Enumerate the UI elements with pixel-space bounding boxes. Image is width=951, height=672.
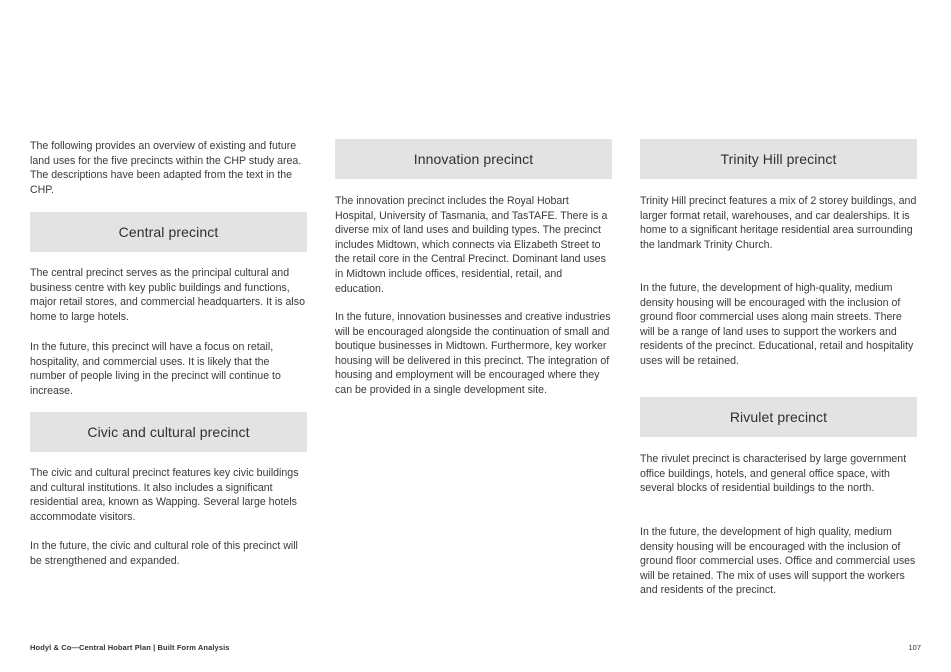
civic-precinct-title: Civic and cultural precinct [87,424,250,440]
rivulet-precinct-paragraph-1: The rivulet precinct is characterised by large government office buildings, hotels, and general office space, with several blocks of residential buildings to the north. [640,453,907,495]
rivulet-precinct-paragraph-2: In the future, the development of high quality, medium density housing will be encouraged with the inclusion of ground floor commercial uses. Office and commercial uses will be retained. The mix of uses will support the workers and residents of the precinct. [640,526,916,597]
central-precinct-heading [30,212,307,252]
rivulet-precinct-heading [640,397,917,437]
central-precinct-title: Central precinct [118,224,219,240]
trinity-hill-precinct-title: Trinity Hill precinct [720,151,837,167]
intro-paragraph: The following provides an overview of existing and future land uses for the five precincts within the CHP study area. The descriptions have been adapted from the text in the CHP. [30,140,302,196]
central-precinct-paragraph-1: The central precinct serves as the principal cultural and business centre with key public buildings and functions, major retail stores, and commercial headquarters. It is also home to large hotels. [30,267,305,323]
trinity-hill-precinct-heading [640,139,917,179]
innovation-precinct-paragraph-2: In the future, innovation businesses and creative industries will be encouraged alongside the continuation of small and boutique businesses in Midtown. Furthermore, key worker housing will be delivered in this precinct. The integration of housing and employment will be encouraged where they can be provided in a single development site. [335,311,611,396]
innovation-precinct-title: Innovation precinct [413,151,534,167]
civic-precinct-paragraph-2: In the future, the civic and cultural role of this precinct will be strengthened and expanded. [30,540,298,567]
trinity-hill-precinct-paragraph-1: Trinity Hill precinct features a mix of 2 storey buildings, and larger format retail, warehouses, and car dealerships. It is home to a significant heritage residential area surrounding the landmark Trinity Church. [640,195,917,251]
rivulet-precinct-title: Rivulet precinct [729,409,828,425]
footer-page-number: 107 [908,643,921,652]
footer-document-title: Hodyl & Co—Central Hobart Plan | Built Form Analysis [30,643,230,652]
central-precinct-paragraph-2: In the future, this precinct will have a focus on retail, hospitality, and commercial uses. It is likely that the number of people living in the precinct will continue to increase. [30,341,281,397]
trinity-hill-precinct-paragraph-2: In the future, the development of high-quality, medium density housing will be encouraged with the inclusion of ground floor commercial uses along main streets. There will be a range of land uses to support the workers and residents of the precinct. Educational, retail and hospitality uses will be retained. [640,282,914,367]
innovation-precinct-paragraph-1: The innovation precinct includes the Royal Hobart Hospital, University of Tasmania, and TasTAFE. There is a diverse mix of land uses and building types. The precinct includes Midtown, which connects via Elizabeth Street to the retail core in the Central Precinct. Dominant land uses in Midtown include offices, residential, retail, and education. [335,195,608,295]
civic-precinct-heading [30,412,307,452]
civic-precinct-paragraph-1: The civic and cultural precinct features key civic buildings and cultural institutions. It also includes a significant residential area, known as Wapping. Several large hotels accommodate visitors. [30,467,299,523]
innovation-precinct-heading [335,139,612,179]
